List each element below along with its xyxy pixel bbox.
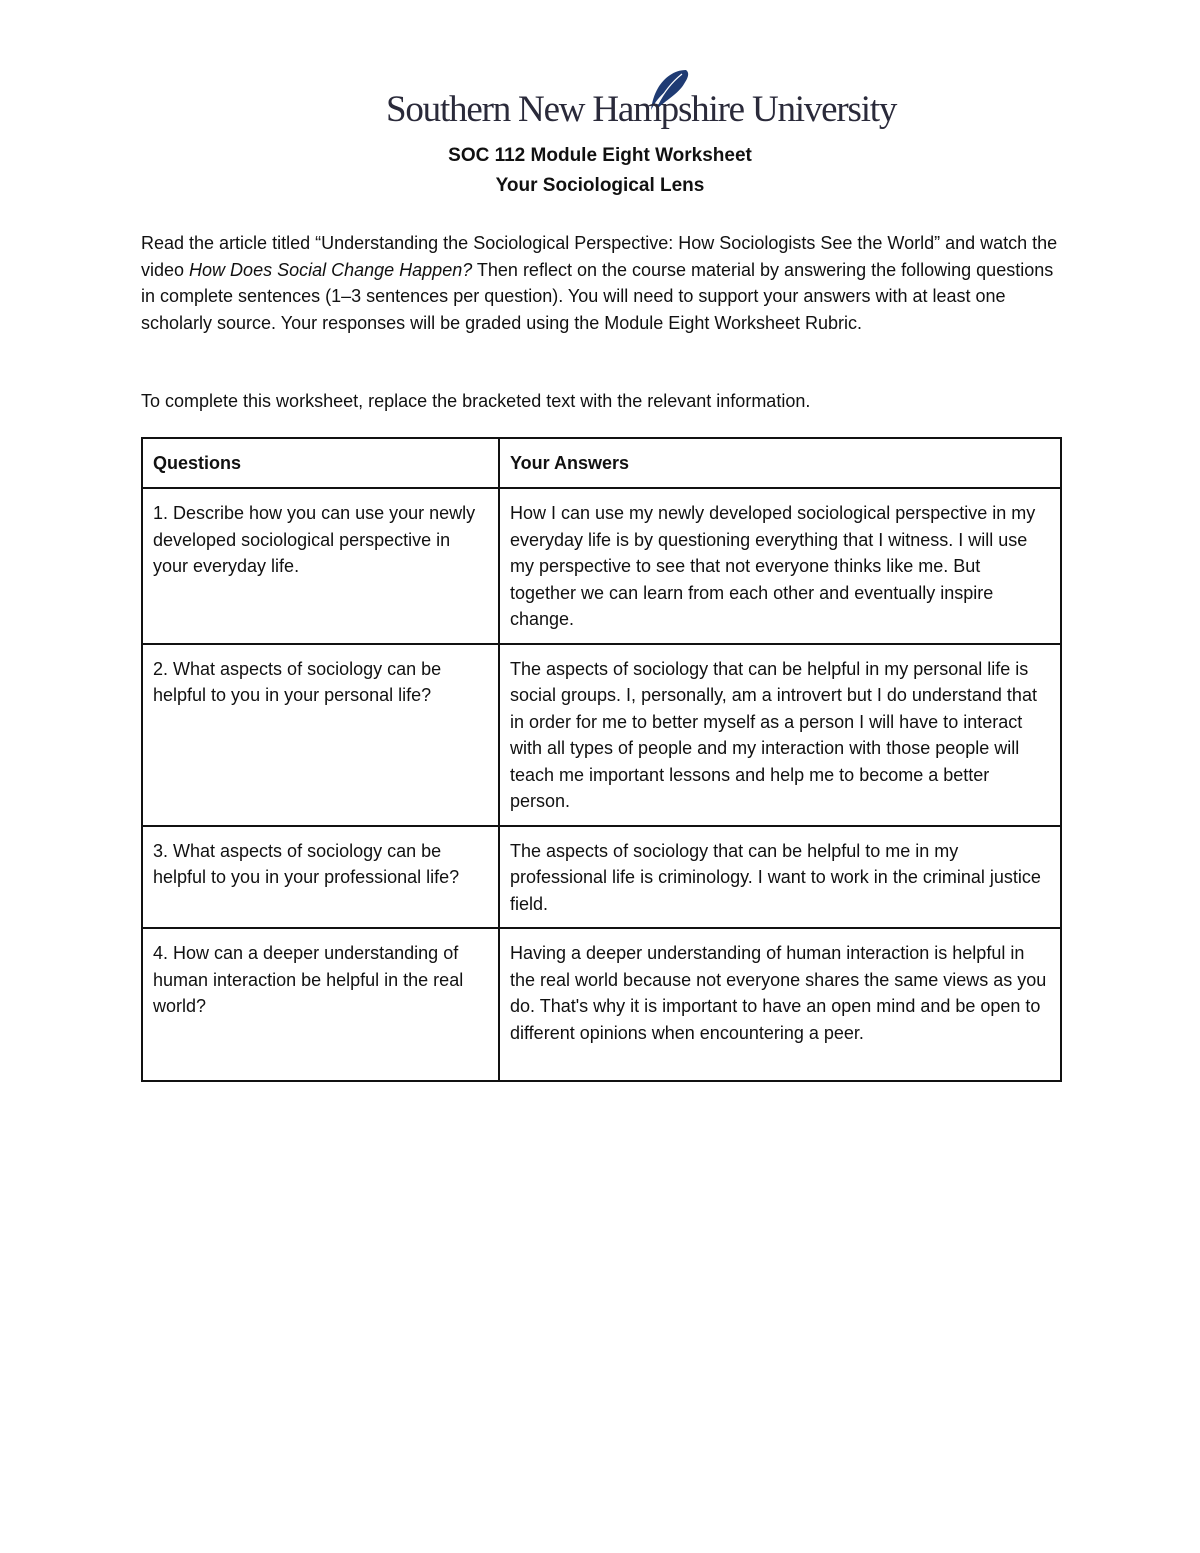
- table-header-row: [142, 438, 1061, 488]
- table-row: [142, 928, 1061, 1081]
- intro-text-part1: Read the article titled “Understanding the Sociological Perspective: How Sociologists See the World” and watch the video: [141, 233, 1058, 280]
- question-cell: 3. What aspects of sociology can be helpful to you in your professional life?: [142, 826, 499, 929]
- worksheet-subtitle: Your Sociological Lens: [495, 175, 705, 196]
- video-title: How Does Social Change Happen?: [189, 259, 473, 280]
- table-row: [142, 826, 1061, 929]
- answer-cell[interactable]: How I can use my newly developed sociological perspective in my everyday life is by questioning everything that I witness. I will use my perspective to see that not everyone thinks like me. But together we can learn from each other and eventually inspire change.: [499, 488, 1061, 644]
- table-row: [142, 644, 1061, 826]
- logo-wordmark: Southern New Hampshire University: [386, 89, 897, 130]
- answers-header: Your Answers: [499, 438, 1061, 488]
- answer-cell[interactable]: The aspects of sociology that can be helpful to me in my professional life is criminology. I want to work in the criminal justice field.: [499, 826, 1061, 929]
- university-logo: [386, 66, 897, 138]
- worksheet-title: SOC 112 Module Eight Worksheet: [448, 145, 752, 166]
- answer-cell[interactable]: The aspects of sociology that can be helpful in my personal life is social groups. I, personally, am a introvert but I do understand that in order for me to better myself as a person I will have to interact with all types of people and my interaction with those people will teach me important lessons and help me to become a better person.: [499, 644, 1061, 826]
- question-cell: 2. What aspects of sociology can be helpful to you in your personal life?: [142, 644, 499, 826]
- table-row: [142, 488, 1061, 644]
- instruction-paragraph: To complete this worksheet, replace the bracketed text with the relevant information.: [141, 391, 811, 411]
- question-cell: 4. How can a deeper understanding of human interaction be helpful in the real world?: [142, 928, 499, 1081]
- answer-cell[interactable]: Having a deeper understanding of human interaction is helpful in the real world because not everyone shares the same views as you do. That's why it is important to have an open mind and be open to different opinions when encountering a peer.: [499, 928, 1061, 1081]
- questions-header: Questions: [142, 438, 499, 488]
- question-cell: 1. Describe how you can use your newly developed sociological perspective in your everyday life.: [142, 488, 499, 644]
- intro-paragraph: [141, 230, 1061, 336]
- intro-text-part2: Then reflect on the course material by answering the following questions in complete sentences (1–3 sentences per question). You will need to support your answers with at least one scholarly source. Your responses will be graded using the Module Eight Worksheet Rubric.: [141, 259, 1054, 333]
- qa-table: [141, 437, 1062, 1082]
